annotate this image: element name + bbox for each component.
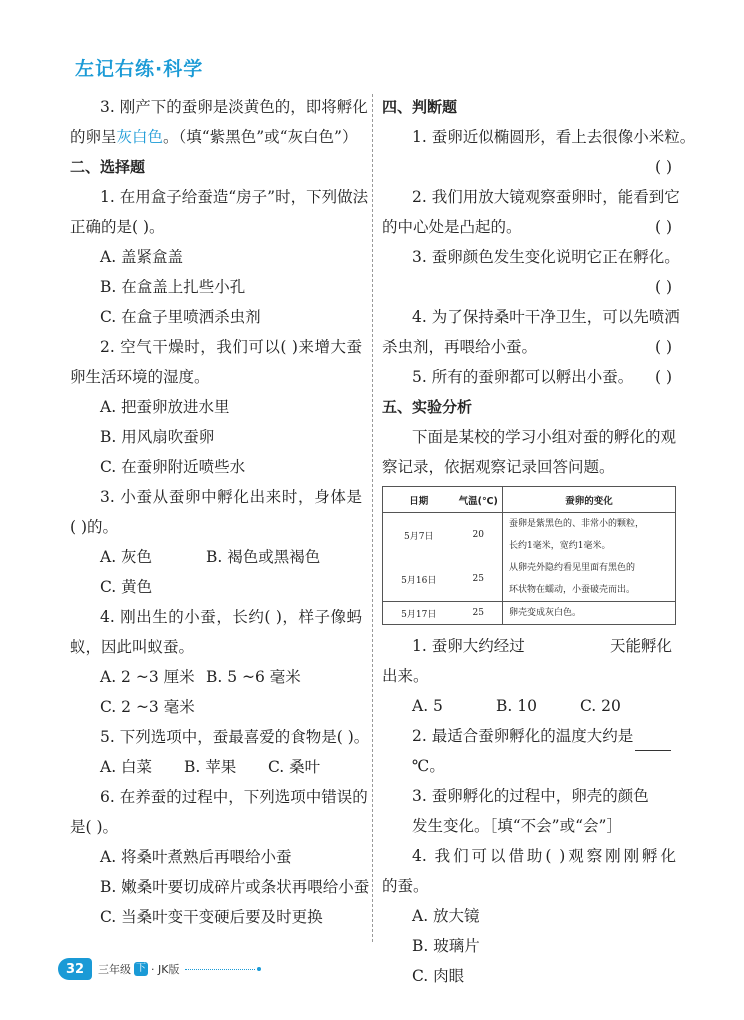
question-line: 3. 蚕卵孵化的过程中，卵壳的颜色 — [412, 787, 649, 805]
page-footer — [58, 958, 261, 980]
option: C. 2 ~3 毫米 — [100, 698, 195, 716]
options-row — [382, 691, 676, 721]
question-line: 的卵呈灰白色。（填“紫黑色”或“灰白色”） — [70, 128, 358, 146]
question-line: 6. 在养蚕的过程中，下列选项中错误的 — [100, 788, 368, 806]
question-tail: 天能孵化 — [609, 637, 672, 655]
table-cell: 25 — [455, 602, 503, 625]
options-row — [70, 752, 362, 782]
question-line: 卵生活环境的湿度。 — [70, 368, 210, 386]
question-line: 3. 蚕卵颜色发生变化说明它正在孵化。 — [412, 248, 680, 266]
question-line: 杀虫剂，再喂给小蚕。 ( ) — [382, 332, 676, 362]
grade-label: 三年级 下 · JK版 — [98, 963, 180, 976]
question-line: 蚁，因此叫蚁蚕。 — [70, 638, 195, 656]
observation-table — [382, 486, 676, 625]
option: C. 在盒子里喷洒杀虫剂 — [100, 308, 261, 326]
option: B. 苹果 — [184, 758, 237, 776]
question-line: 3. 小蚕从蚕卵中孵化出来时，身体是 — [100, 488, 362, 506]
option: A. 将桑叶煮熟后再喂给小蚕 — [100, 848, 292, 866]
question-line: ( )的。 — [70, 518, 119, 536]
option: A. 放大镜 — [412, 907, 480, 925]
option: A. 2 ~3 厘米 — [100, 668, 195, 686]
question-line: 1. 在用盒子给蚕造“房子”时，下列做法 — [100, 188, 369, 206]
question-line: 的中心处是凸起的。 ( ) — [382, 212, 676, 242]
question-line: 1. 蚕卵大约经过 天能孵化 — [382, 631, 676, 661]
option: A. 白菜 — [100, 758, 153, 776]
table-cell: 环状物在蠕动，小蚕破壳而出。 — [509, 585, 636, 595]
table-cell: 5月17日 — [383, 602, 455, 625]
option: B. 嫩桑叶要切成碎片或条状再喂给小蚕 — [100, 878, 370, 896]
table-cell: 卵壳变成灰白色。 — [503, 602, 676, 625]
footer-dotted-line — [185, 969, 255, 970]
intro-line: 下面是某校的学习小组对蚕的孵化的观 — [412, 428, 676, 446]
answer-paren: ( ) — [654, 218, 672, 236]
question-line: ℃。 — [412, 757, 445, 775]
option: C. 20 — [580, 697, 621, 715]
question-line: 4. 为了保持桑叶干净卫生，可以先喷洒 — [412, 308, 680, 326]
question-line: 2. 我们用放大镜观察蚕卵时，能看到它 — [412, 188, 680, 206]
question-line: 发生变化。［填“不会”或“会”］ — [412, 817, 622, 835]
table-header: 蚕卵的变化 — [503, 487, 676, 513]
option: B. 在盒盖上扎些小孔 — [100, 278, 246, 296]
answer-paren: ( ) — [654, 368, 672, 386]
question-line: 是( )。 — [70, 818, 119, 836]
question-line: 3. 刚产下的蚕卵是淡黄色的，即将孵化 — [100, 98, 368, 116]
option: B. 10 — [496, 697, 537, 715]
table-cell: 20 — [455, 513, 503, 558]
book-title: 左记右练·科学 — [75, 58, 204, 80]
column-divider — [372, 94, 373, 942]
question-line: 5. 所有的蚕卵都可以孵出小蚕。 ( ) — [382, 362, 676, 392]
section-heading: 四、判断题 — [382, 98, 458, 116]
option: B. 玻璃片 — [412, 937, 480, 955]
table-cell: 蚕卵是紫黑色的、非常小的颗粒， — [509, 519, 645, 529]
options-row — [70, 662, 362, 692]
question-line: 出来。 — [382, 667, 429, 685]
option: B. 5 ~6 毫米 — [206, 668, 301, 686]
options-row — [70, 542, 362, 572]
question-line: 4. 我们可以借助( )观察刚刚孵化 — [412, 847, 676, 865]
table-cell: 从卵壳外隐约看见里面有黑色的 — [509, 563, 636, 573]
right-column — [382, 92, 696, 991]
left-column — [70, 92, 370, 932]
option: A. 把蚕卵放进水里 — [100, 398, 230, 416]
option: C. 在蚕卵附近喷些水 — [100, 458, 246, 476]
question-line: 5. 下列选项中，蚕最喜爱的食物是( )。 — [100, 728, 370, 746]
table-header: 日期 — [383, 487, 455, 513]
table-cell: 5月7日 — [404, 531, 434, 542]
table-cell: 25 — [455, 557, 503, 602]
question-line: 的蚕。 — [382, 877, 429, 895]
page-number: 32 — [58, 958, 92, 980]
option: A. 灰色 — [100, 548, 153, 566]
option: C. 桑叶 — [268, 758, 321, 776]
option: A. 盖紧盒盖 — [100, 248, 184, 266]
question-line: 1. 蚕卵近似椭圆形，看上去很像小米粒。 — [412, 128, 696, 146]
answer-text: 灰白色 — [116, 128, 164, 146]
table-header: 气温(℃) — [455, 487, 503, 513]
section-heading: 五、实验分析 — [382, 398, 473, 416]
answer-paren: ( ) — [654, 278, 672, 296]
question-line — [382, 152, 676, 182]
option: C. 黄色 — [100, 578, 153, 596]
question-line: 2. 最适合蚕卵孵化的温度大约是 — [382, 721, 676, 751]
question-line: 正确的是( )。 — [70, 218, 165, 236]
footer-dot — [257, 967, 261, 971]
table-cell: 长约1毫米，宽约1毫米。 — [509, 541, 611, 551]
answer-blank[interactable] — [635, 731, 671, 751]
answer-paren: ( ) — [654, 338, 672, 356]
question-line: 2. 空气干燥时，我们可以( )来增大蚕 — [100, 338, 362, 356]
option: B. 用风扇吹蚕卵 — [100, 428, 215, 446]
question-line: 4. 刚出生的小蚕，长约( )，样子像蚂 — [100, 608, 362, 626]
intro-line: 察记录，依据观察记录回答问题。 — [382, 458, 615, 476]
section-heading: 二、选择题 — [70, 158, 146, 176]
question-line — [382, 272, 676, 302]
answer-paren: ( ) — [654, 158, 672, 176]
option: A. 5 — [412, 697, 443, 715]
term-badge: 下 — [136, 963, 146, 974]
option: C. 肉眼 — [412, 967, 465, 985]
option: B. 褐色或黑褐色 — [206, 548, 321, 566]
option: C. 当桑叶变干变硬后要及时更换 — [100, 908, 323, 926]
table-cell: 5月16日 — [401, 575, 437, 586]
